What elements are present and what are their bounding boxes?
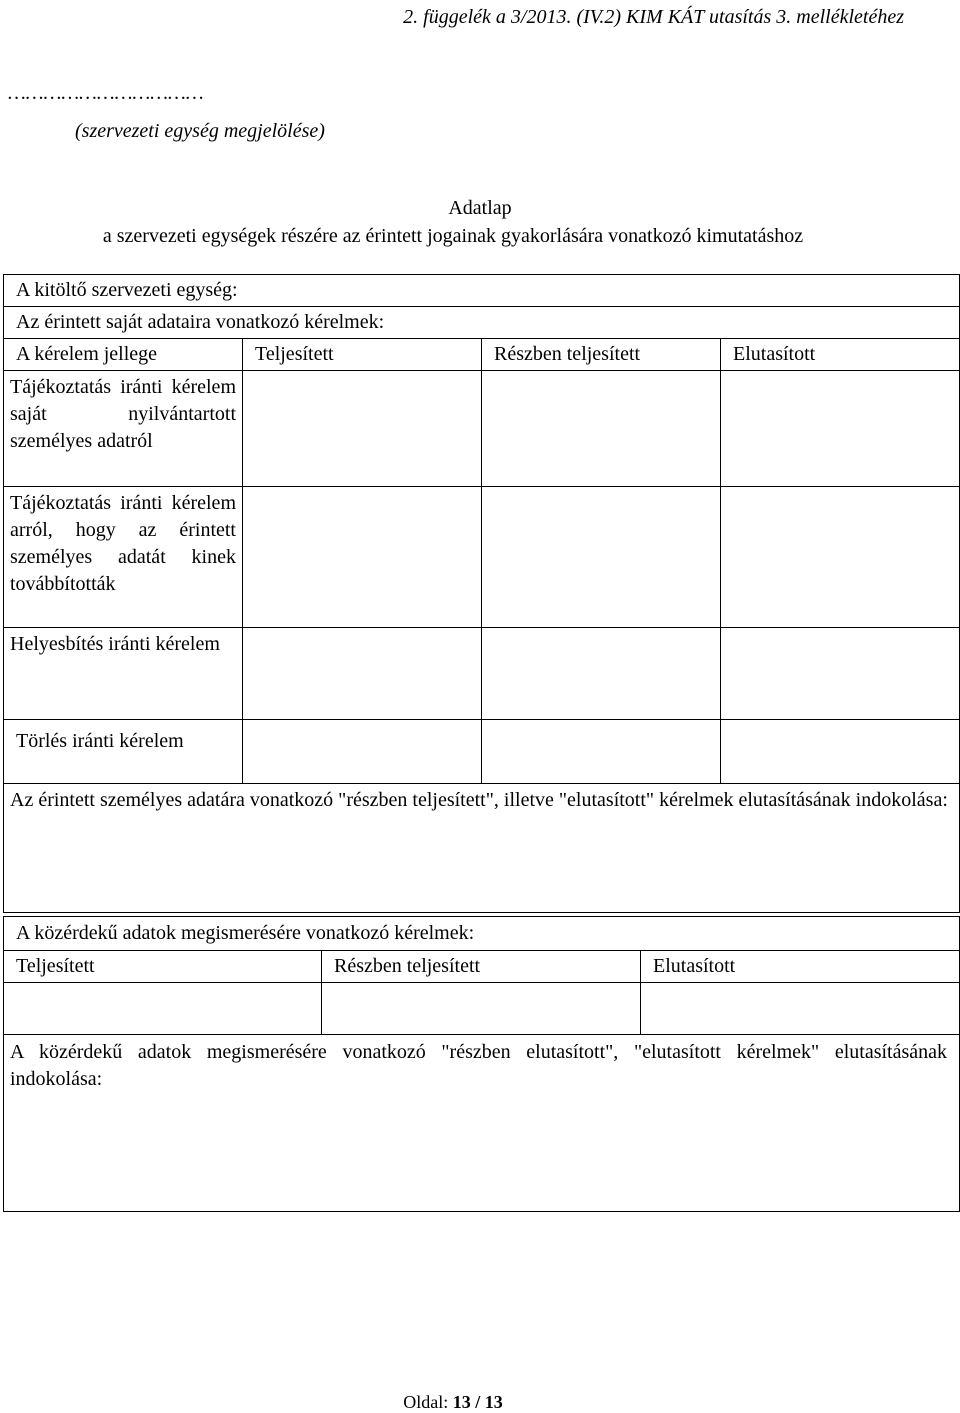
cell-erasure-rejected[interactable] [721,720,960,784]
own-data-form-table [3,274,960,913]
cell-info-own-data-fulfilled[interactable] [243,371,482,487]
page-subtitle: a szervezeti egységek részére az érintett jogainak gyakorlására vonatkozó kimutatáshoz [102,225,804,247]
filling-unit-label: A kitöltő szervezeti egység: [16,279,238,301]
column-header-partially: Részben teljesített [482,339,721,371]
public-column-partially: Részben teljesített [322,951,641,983]
page-title: Adatlap [448,197,512,219]
appendix-reference: 2. függelék a 3/2013. (IV.2) KIM KÁT utasítás 3. mellékletéhez [403,6,904,28]
row-label-rectification: Helyesbítés iránti kérelem [4,628,243,720]
cell-rectification-rejected[interactable] [721,628,960,720]
page-footer [0,1392,906,1413]
cell-rectification-fulfilled[interactable] [243,628,482,720]
justification-public-label: A közérdekű adatok megismerésére vonatkozó "részben elutasított", "elutasított kérelmek" elutasításának indokolása: [10,1041,948,1090]
public-cell-rejected[interactable] [641,983,960,1035]
page-number: 13 / 13 [452,1392,503,1412]
justification-public-field[interactable] [4,1035,960,1212]
public-cell-partially[interactable] [322,983,641,1035]
public-column-fulfilled: Teljesített [4,951,322,983]
public-data-requests-label: A közérdekű adatok megismerésére vonatkozó kérelmek: [16,922,475,944]
unit-label: (szervezeti egység megjelölése) [75,120,325,142]
cell-rectification-partially[interactable] [482,628,721,720]
public-cell-fulfilled[interactable] [4,983,322,1035]
cell-erasure-fulfilled[interactable] [243,720,482,784]
public-data-requests-heading [4,917,960,951]
row-label-info-forwarded: Tájékoztatás iránti kérelem arról, hogy az érintett személyes adatát kinek továbbították [4,487,243,628]
cell-info-own-data-partially[interactable] [482,371,721,487]
filling-unit-field[interactable] [4,275,960,307]
cell-info-forwarded-fulfilled[interactable] [243,487,482,628]
justification-personal-label: Az érintett személyes adatára vonatkozó "részben teljesített", illetve "elutasított" kérelmek elutasításának indokolása: [10,789,948,811]
row-label-erasure: Törlés iránti kérelem [4,720,243,784]
cell-info-own-data-rejected[interactable] [721,371,960,487]
unit-placeholder-dots: …………………………… [8,82,204,104]
row-label-info-own-data: Tájékoztatás iránti kérelem saját nyilvántartott személyes adatról [4,371,243,487]
column-header-nature: A kérelem jellege [4,339,243,371]
justification-personal-field[interactable] [4,784,960,913]
page-label: Oldal: [403,1392,449,1412]
own-data-requests-label: Az érintett saját adataira vonatkozó kérelmek: [16,311,385,333]
cell-erasure-partially[interactable] [482,720,721,784]
own-data-requests-heading [4,307,960,339]
cell-info-forwarded-rejected[interactable] [721,487,960,628]
public-data-form-table [3,916,960,1212]
column-header-fulfilled: Teljesített [243,339,482,371]
public-column-rejected: Elutasított [641,951,960,983]
column-header-rejected: Elutasított [721,339,960,371]
cell-info-forwarded-partially[interactable] [482,487,721,628]
